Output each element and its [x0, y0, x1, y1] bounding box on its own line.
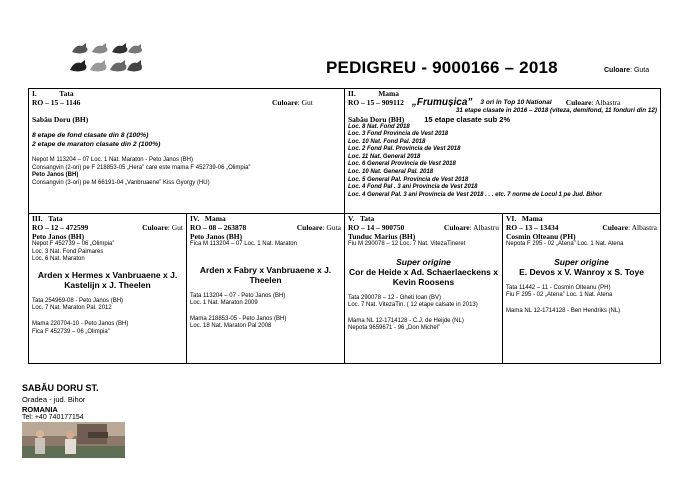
breeder-city: Oradea - jud. Bihor [22, 395, 86, 404]
line: Nepota F 295 - 02 „Atena” Loc. 1 Nat. Atena [506, 241, 624, 247]
title-culoare: Culoare: Guta [604, 67, 650, 74]
note: Consangvin (2-ori) pe F 218853-05 „Hera” care este mama F 452739-06 „Olimpia” [32, 164, 251, 171]
culoare-label: Culoare [142, 222, 168, 232]
roman: III. [32, 214, 43, 223]
roman: I. [32, 89, 37, 98]
breeder-country: ROMANIA [22, 405, 58, 414]
owner: Sabău Doru (BH) [32, 115, 89, 124]
cell-father: I. Tata RO – 15 – 1146 Culoare: Gut Sabău Doru (BH) 8 etape de fond clasate din 8 (100%) 2 etape de maraton clasate din 2 (100%) Nepot M 113204 – 07 Loc. 1 Nat. Maraton - Peto Janos (BH) Consangvin (2-ori) pe F 218853-05 „Hera” care este mama F 452739-06 „Olimpia” Peto Janos (BH) Consangvin (3-ori) pe M 66191-04 „Vanbruaene” Kiss Gyorgy (HU) [29, 89, 345, 214]
cell-paternal-grandfather: III. Tata RO – 12 – 472599 Culoare: Gut Peto Janos (BH) Nepot F 452739 – 06 „Olimpia” Loc. 3 Nat. Fond Palmares Loc. 6 Nat. Maraton Arden x Hermes x Vanbruaene x J. Kastelijn x J. Theelen Tata 254969-08 - Peto Janos (BH) Loc. 7 Nat. Maraton Pal. 2012 Mama 220704-10 - Peto Janos (BH) Fica F 452739 – 06 „Olimpia” [29, 214, 187, 364]
owner: Peto Janos (BH) [190, 232, 243, 241]
relation: Mama [204, 214, 226, 223]
ring-number: RO – 15 – 1146 [32, 97, 81, 107]
result: Loc. 4 Fond Pal . 3 ani Provincia de Vest 2018 [348, 184, 478, 191]
result: Loc. 2 Fond Pal. Provincia de Vest 2018 [348, 146, 461, 153]
ring-number: RO – 13 – 13434 [506, 222, 559, 232]
breeder-name: SABĂU DORU ST. [22, 383, 99, 393]
super-origin: Super origine [554, 256, 609, 267]
breeder-phone: Tel: +40 740177154 [22, 414, 84, 421]
owner: Tunduc Marius (BH) [348, 232, 416, 241]
owner: Cosmin Olteanu (PH) [506, 232, 576, 241]
pigeons-logo-icon [66, 38, 142, 76]
culoare-value: Gut [171, 222, 183, 232]
pedigree-table [28, 88, 661, 364]
relation: Mama [378, 89, 400, 98]
culoare-label: Culoare [565, 97, 592, 107]
note: Nepot M 113204 – 07 Loc. 1 Nat. Maraton - Peto Janos (BH) [32, 157, 193, 163]
dam-line: Mama 220704-10 - Peto Janos (BH) [32, 320, 129, 327]
origin: Arden x Fabry x Vanbruaene x J. Theelen [199, 264, 332, 285]
achievement: 8 etape de fond clasate din 8 (100%) [32, 132, 149, 139]
cell-maternal-grandfather: V. Tata RO – 14 – 900750 Culoare: Albastru Tunduc Marius (BH) Fiu M 290078 – 12 Loc. 7 Nat. VitezaTineret Super origine Cor de Heide x Ad. Schaerlaeckens x Kevin Roosens Tata 290078 – 12 - Gheti Ioan (BV) Loc. 7 Nat. VitezaTin. ( 12 etape calsate in 2013) Mama NL 12-1714128 - C.J. de Heijde (NL) Nepota 9659671 - 96 „Don Michel” [345, 214, 503, 364]
relation: Mama [521, 214, 543, 223]
origin: Cor de Heide x Ad. Schaerlaeckens x Kevin Roosens [349, 266, 498, 287]
note: Peto Janos (BH) [32, 172, 79, 179]
line: Fica M 113204 – 07 Loc. 1 Nat. Maraton [190, 241, 297, 247]
pigeon-name: „Frumușica” [411, 96, 473, 108]
line: Fiu M 290078 – 12 Loc. 7 Nat. VitezaTineret [348, 241, 466, 247]
relation: Tata [359, 214, 375, 223]
roman: V. [348, 214, 355, 223]
dam-line: Nepota 9659671 - 96 „Don Michel” [348, 325, 441, 332]
culoare-label: Culoare [271, 97, 298, 107]
relation: Tata [48, 214, 63, 223]
result: Loc. 8 Nat. Fond 2018 [348, 123, 410, 130]
sire-line: Loc. 1 Nat. Maraton 2009 [190, 300, 258, 307]
culoare-label: Culoare [296, 222, 323, 232]
owner-note: 15 etape clasate sub 2% [424, 114, 511, 124]
culoare-label: Culoare [443, 222, 470, 232]
relation: Tata [59, 89, 74, 98]
roman: II. [348, 89, 356, 98]
achievement: 2 etape de maraton clasate din 2 (100%) [32, 140, 161, 148]
dam-line: Mama NL 12-1714128 - C.J. de Heijde (NL) [348, 317, 464, 324]
sire-line: Tata 254969-08 - Peto Janos (BH) [32, 297, 124, 304]
dam-line: Mama 218853-05 - Peto Janos (BH) [190, 315, 287, 322]
culoare-value: Albastra [631, 222, 657, 232]
cell-paternal-grandmother: IV. Mama RO – 08 – 263878 Culoare: Guta Peto Janos (BH) Fica M 113204 – 07 Loc. 1 Nat. Maraton Arden x Fabry x Vanbruaene x J. Theelen Tata 113204 – 07 - Peto Janos (BH) Loc. 1 Nat. Maraton 2009 Mama 218853-05 - Peto Janos (BH) Loc. 18 Nat. Maraton Pal 2008 [187, 214, 345, 364]
culoare-value: Guta [326, 222, 341, 232]
ring-number: RO – 08 – 263878 [190, 222, 247, 232]
sire-line: Fiu F 295 - 02 „Atena” Loc. 1 Nat. Atena [506, 292, 613, 299]
sire-line: Tata 290078 – 12 - Gheti Ioan (BV) [348, 294, 442, 301]
ring-number: RO – 14 – 900750 [348, 222, 405, 232]
origin: E. Devos x V. Wanroy x S. Toye [519, 266, 644, 277]
origin: Arden x Hermes x Vanbruaene x J. Kastelijn x J. Theelen [37, 269, 178, 290]
cell-maternal-grandmother: VI. Mama RO – 13 – 13434 Culoare: Albastra Cosmin Olteanu (PH) Nepota F 295 - 02 „Atena” Loc. 1 Nat. Atena Super origine E. Devos x V. Wanroy x S. Toye Tata 11442 – 11 - Cosmin Olteanu (PH) Fiu F 295 - 02 „Atena” Loc. 1 Nat. Atena Mama NL 12-1714128 - Ben Hendriks (NL) [503, 214, 661, 364]
result: Loc. 11 Nat. General 2018 [348, 153, 421, 160]
culoare-value: Guta [633, 67, 650, 74]
sire-line: Loc. 7 Nat. Maraton Pal. 2012 [32, 305, 112, 312]
roman: IV. [190, 214, 200, 223]
line: Loc. 6 Nat. Maraton [32, 256, 85, 263]
result: Loc. 10 Nat. General Pal. 2018 [348, 169, 434, 176]
culoare-value: Albastru [473, 222, 499, 232]
page-title: PEDIGREU - 9000166 – 2018 [326, 58, 558, 77]
culoare-label: Culoare [604, 67, 631, 74]
culoare-value: Albastra [594, 97, 621, 107]
result: Loc. 6 General Provincia de Vest 2018 [348, 161, 456, 168]
sire-line: Tata 11442 – 11 - Cosmin Olteanu (PH) [506, 284, 611, 291]
ring-number: RO – 12 – 472599 [32, 222, 89, 232]
result: Loc. 3 Fond Provincia de Vest 2018 [348, 131, 449, 138]
subtitle: 31 etape clasate in 2016 – 2018 (viteza, demifond, 11 fonduri din 12) [455, 107, 657, 114]
ring-number: RO – 15 – 909112 [348, 97, 404, 107]
culoare-value: Gut [301, 97, 313, 107]
line: Nepot F 452739 – 06 „Olimpia” [32, 241, 115, 247]
result: Loc. 5 General Pal. Provincia de Vest 2018 [348, 176, 469, 183]
owner: Peto Janos (BH) [32, 232, 85, 241]
result: Loc. 10 Nat. Fond Pal. 2018 [348, 138, 426, 145]
sire-line: Tata 113204 – 07 - Peto Janos (BH) [190, 292, 286, 299]
name-note: 3 ori în Top 10 National [480, 98, 552, 106]
owner: Sabău Doru (BH) [348, 114, 405, 124]
line: Loc. 3 Nat. Fond Palmares [32, 248, 104, 255]
cell-mother: II. Mama RO – 15 – 909112 „Frumușica” 3 ori în Top 10 National Culoare: Albastra 31 etape clasate in 2016 – 2018 (viteza, demifond, 11 fonduri din 12) Sabău Doru (BH) 15 etape clasate sub 2% Loc. 8 Nat. Fond 2018 Loc. 3 Fond Provincia de Vest 2018 Loc. 10 Nat. Fond Pal. 2018 Loc. 2 Fond Pal. Provincia de Vest 2018 Loc. 11 Nat. General 2018 Loc. 6 General Provincia de Vest 2018 Loc. 10 Nat. General Pal. 2018 Loc. 5 General Pal. Provincia de Vest 2018 Loc. 4 Fond Pal . 3 ani Provincia de Vest 2018 Loc. 4 General Pal. 3 ani Provincia de Vest 2018 . . . etc. 7 norme de Locul 1 pe Jud. Bihor [345, 89, 661, 214]
roman: VI. [506, 214, 517, 223]
breeder-photo-icon [22, 422, 125, 458]
note: Consangvin (3-ori) pe M 66191-04 „Vanbruaene” Kiss Gyorgy (HU) [32, 179, 210, 186]
culoare-label: Culoare [602, 222, 629, 232]
dam-line: Fica F 452739 – 06 „Olimpia” [32, 328, 110, 335]
dam-line: Loc. 18 Nat. Maraton Pal 2008 [190, 323, 272, 330]
result: Loc. 4 General Pal. 3 ani Provincia de Vest 2018 . . . etc. 7 norme de Locul 1 pe Jud. Bihor [348, 191, 602, 198]
super-origin: Super origine [396, 256, 451, 267]
sire-line: Loc. 7 Nat. VitezaTin. ( 12 etape calsate in 2013) [348, 302, 478, 309]
dam-line: Mama NL 12-1714128 - Ben Hendriks (NL) [506, 307, 621, 314]
